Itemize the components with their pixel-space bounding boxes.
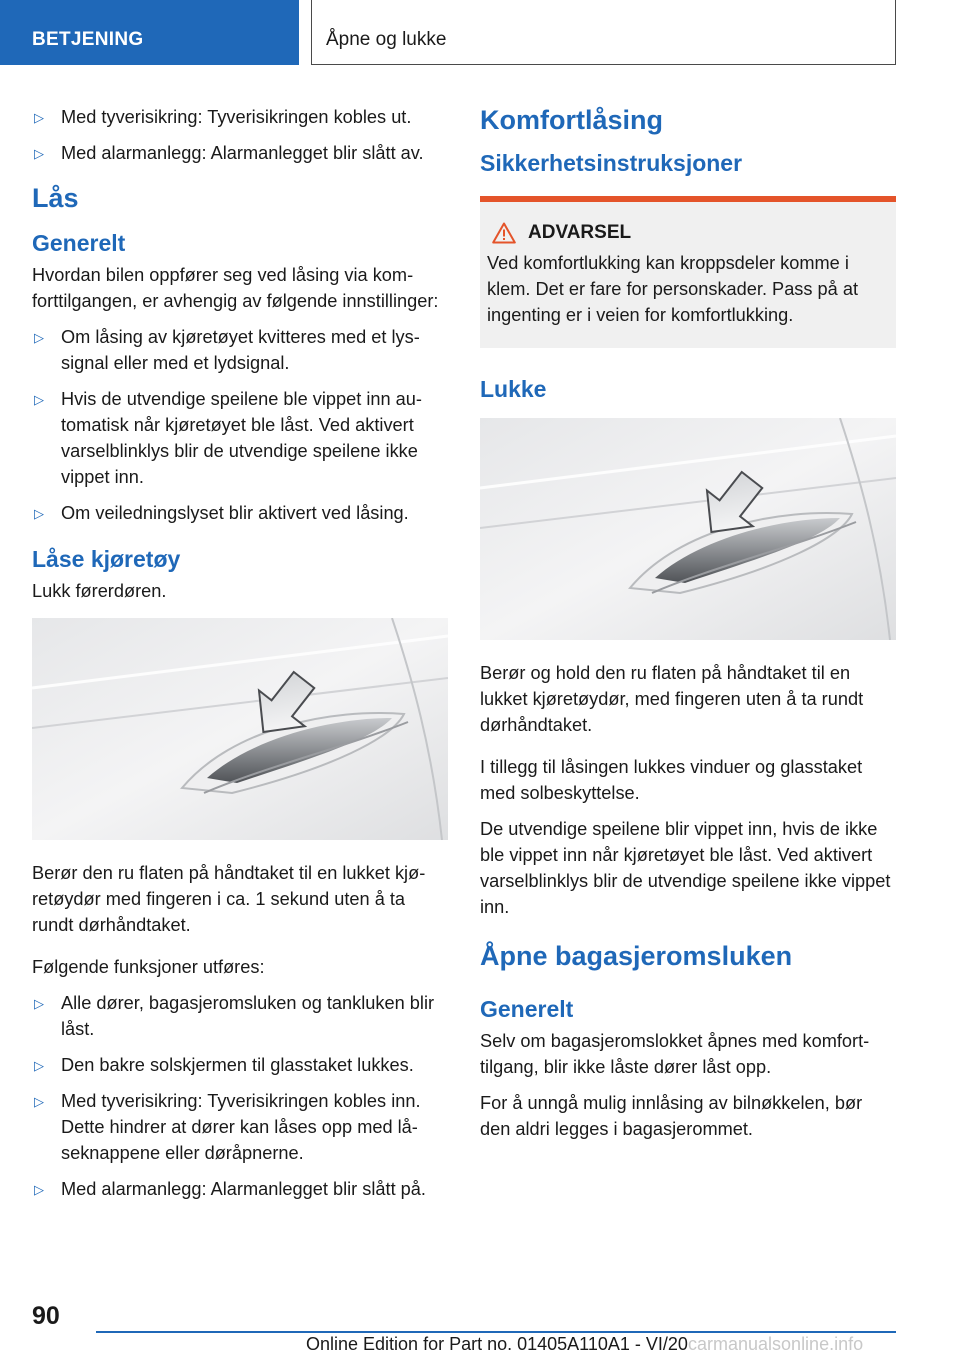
right-column xyxy=(480,104,896,1152)
bagasje-paragraph-2: For å unngå mulig innlåsing av bilnøkkelen, bør den aldri legges i bagasjerommet. xyxy=(480,1093,863,1139)
door-handle-drawing-lukke xyxy=(480,418,896,640)
warning-text: Ved komfortlukking kan kroppsdeler komme i klem. Det er fare for personskader. Pass på at ingenting er i veien for komfortlukking. xyxy=(487,253,858,325)
list-item: ▷ Om låsing av kjøretøyet kvitteres med et lyssignal eller med et lydsignal. xyxy=(32,324,448,376)
header-topic-label: Åpne og lukke xyxy=(326,29,447,50)
list-item: ▷ Med tyverisikring: Tyverisikringen kobles inn. Dette hindrer at dører kan låses opp med låseknappene eller døråpnerne. xyxy=(32,1088,448,1166)
page-number: 90 xyxy=(32,1302,60,1330)
warning-triangle-icon xyxy=(492,222,516,244)
figure-caption: Berør den ru flaten på håndtaket til en lukket kjøretøydør med fingeren i ca. 1 sekund uten å ta rundt dørhåndtaket. xyxy=(32,863,426,935)
door-handle-illustration-lukke xyxy=(480,418,896,640)
footer-divider xyxy=(96,1331,896,1333)
list-item: ▷ Med alarmanlegg: Alarmanlegget blir slått av. xyxy=(32,140,448,166)
warning-title: ADVARSEL xyxy=(528,222,632,243)
section-title-bagasje: Åpne bagasjeromsluken xyxy=(480,941,793,971)
list-item: ▷ Med tyverisikring: Tyverisikringen kobles ut. xyxy=(32,104,448,130)
lukke-paragraph-1: I tillegg til låsingen lukkes vinduer og glasstaket med solbeskyttelse. xyxy=(480,757,863,803)
subsection-title-generelt: Generelt xyxy=(32,230,126,256)
laase-paragraph: Lukk førerdøren. xyxy=(32,581,167,601)
door-handle-illustration xyxy=(32,618,448,840)
header-topic-box xyxy=(311,0,896,65)
door-handle-drawing xyxy=(32,618,448,840)
list-item: ▷ Hvis de utvendige speilene ble vippet inn automatisk når kjøretøyet ble låst. Ved aktivert varselblinklys blir de utvendige speilene ikke vippet inn. xyxy=(32,386,448,490)
list-item: ▷ Med alarmanlegg: Alarmanlegget blir slått på. xyxy=(32,1176,448,1202)
lukke-caption: Berør og hold den ru flaten på håndtaket til en lukket kjøretøydør, med fingeren uten å ta rundt dørhåndtaket. xyxy=(480,663,864,735)
functions-intro: Følgende funksjoner utføres: xyxy=(32,957,265,977)
section-title-komfort: Komfortlåsing xyxy=(480,105,664,135)
header-section-tab xyxy=(0,0,299,65)
header-section-label: BETJENING xyxy=(32,29,144,50)
section-title-laas: Lås xyxy=(32,183,79,213)
list-item: ▷ Alle dører, bagasjeromsluken og tankluken blir låst. xyxy=(32,990,448,1042)
subsection-title-bagasje-generelt: Generelt xyxy=(480,996,574,1022)
footer-edition: Online Edition for Part no. 01405A110A1 - VI/20 xyxy=(306,1334,688,1354)
subsection-title-lukke: Lukke xyxy=(480,376,547,402)
functions-bullet-list xyxy=(32,990,448,1202)
warning-heading xyxy=(492,222,890,244)
bagasje-paragraph-1: Selv om bagasjeromslokket åpnes med komforttilgang, blir ikke låste dører låst opp. xyxy=(480,1031,870,1077)
generelt-paragraph: Hvordan bilen oppfører seg ved låsing via komforttilgangen, er avhengig av følgende innstillinger: xyxy=(32,265,439,311)
intro-bullet-list xyxy=(32,104,448,166)
list-item: ▷ Om veiledningslyset blir aktivert ved låsing. xyxy=(32,500,448,526)
lukke-paragraph-2: De utvendige speilene blir vippet inn, hvis de ikke ble vippet inn når kjøretøyet ble låst. Ved aktivert varselblinklys blir de utvendige speilene ikke vippet inn. xyxy=(480,819,891,917)
generelt-bullet-list xyxy=(32,324,448,526)
subsection-title-laase: Låse kjøretøy xyxy=(32,546,181,572)
list-item: ▷ Den bakre solskjermen til glasstaket lukkes. xyxy=(32,1052,448,1078)
subsection-title-sikkerhet: Sikkerhetsinstruksjoner xyxy=(480,150,743,176)
left-column xyxy=(32,104,448,1212)
footer-watermark: carmanualsonline.info xyxy=(688,1334,864,1354)
warning-box xyxy=(480,196,896,348)
